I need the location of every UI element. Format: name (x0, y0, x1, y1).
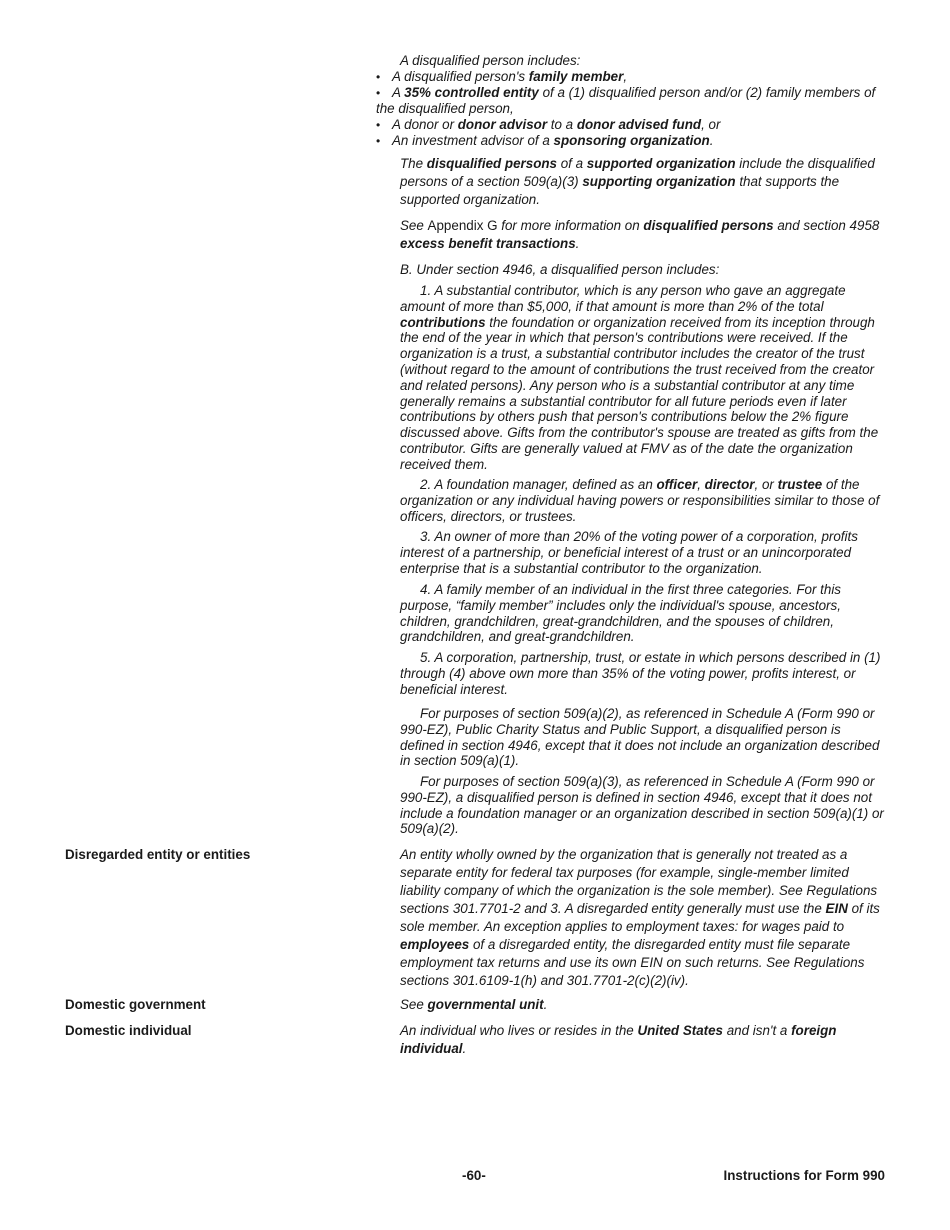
see-appendix-paragraph: See Appendix G for more information on disqualified persons and section 4958 excess benefit transactions. (400, 218, 880, 251)
bullet-icon: • (376, 86, 381, 100)
bullet-item: • A donor or donor advisor to a donor advised fund, or (376, 117, 721, 132)
list-item-2: 2. A foundation manager, defined as an officer, director, or trustee of the organization or any individual having powers or responsibilities similar to those of officers, directors, or trustees. (400, 477, 880, 524)
footer-title: Instructions for Form 990 (723, 1168, 885, 1183)
section-b-heading: B. Under section 4946, a disqualified person includes: (400, 262, 720, 277)
bullet-item: • A 35% controlled entity of a (1) disqualified person and/or (2) family members of the disqualified person, (376, 85, 876, 116)
bullet-item: • A disqualified person's family member, (376, 69, 628, 84)
list-item-5: 5. A corporation, partnership, trust, or estate in which persons described in (1) through (4) above own more than 35% of the voting power, profits interest, or beneficial interest. (400, 650, 881, 697)
bullet-item: • An investment advisor of a sponsoring organization. (376, 133, 714, 148)
term-domestic-individual: Domestic individual (65, 1023, 192, 1038)
disqualified-bullets (376, 69, 886, 149)
disqualified-intro: A disqualified person includes: (400, 53, 581, 68)
purpose-509a2-paragraph: For purposes of section 509(a)(2), as referenced in Schedule A (Form 990 or 990-EZ), Public Charity Status and Public Support, a disqualified person is defined in section 4946, except that it does not include an organization described in section 509(a)(1). (400, 706, 880, 769)
supported-organization-paragraph: The disqualified persons of a supported organization include the disqualified persons of a section 509(a)(3) supporting organization that supports the supported organization. (400, 156, 875, 207)
page-number: -60- (462, 1168, 486, 1183)
definition-domestic-individual: An individual who lives or resides in the United States and isn't a foreign individual. (400, 1023, 837, 1056)
definition-disregarded-entity: An entity wholly owned by the organization that is generally not treated as a separate entity for federal tax purposes (for example, single-member limited liability company of which the organization is the sole member). See Regulations sections 301.7701-2 and 3. A disregarded entity generally must use the EIN of its sole member. An exception applies to employment taxes: for wages paid to employees of a disregarded entity, the disregarded entity must file separate employment tax returns and use its own EIN on such returns. See Regulations sections 301.6109-1(h) and 301.7701-2(c)(2)(iv). (400, 847, 880, 988)
bullet-icon: • (376, 70, 381, 84)
definition-domestic-government: See governmental unit. (400, 997, 548, 1012)
list-item-1: 1. A substantial contributor, which is any person who gave an aggregate amount of more than $5,000, if that amount is more than 2% of the total contributions the foundation or organization received from its inception through the end of the year in which that person's contributions were received. If the organization is a trust, a substantial contributor includes the creator of the trust (without regard to the amount of contributions the trust received from the creator and related persons). Any person who is a substantial contributor at any time generally remains a substantial contributor for all future periods even if later contributions by others push that person's contributions below the 2% figure discussed above. Gifts from the contributor's spouse are treated as gifts from the contributor. Gifts are generally valued at FMV as of the date the organization received them. (400, 283, 879, 472)
list-item-3: 3. An owner of more than 20% of the voting power of a corporation, profits interest of a partnership, or beneficial interest of a trust or an unincorporated enterprise that is a substantial contributor to the organization. (400, 529, 858, 576)
term-domestic-government: Domestic government (65, 997, 206, 1012)
term-disregarded-entity: Disregarded entity or entities (65, 847, 251, 862)
bullet-icon: • (376, 118, 381, 132)
list-item-4: 4. A family member of an individual in the first three categories. For this purpose, “family member” includes only the individual's spouse, ancestors, children, grandchildren, great-grandchildren, and the spouses of children, grandchildren, and great-grandchildren. (400, 582, 841, 645)
bullet-icon: • (376, 134, 381, 148)
purpose-509a3-paragraph: For purposes of section 509(a)(3), as referenced in Schedule A (Form 990 or 990-EZ), a disqualified person is defined in section 4946, except that it does not include a foundation manager or an organization described in section 509(a)(1) or 509(a)(2). (400, 774, 884, 837)
